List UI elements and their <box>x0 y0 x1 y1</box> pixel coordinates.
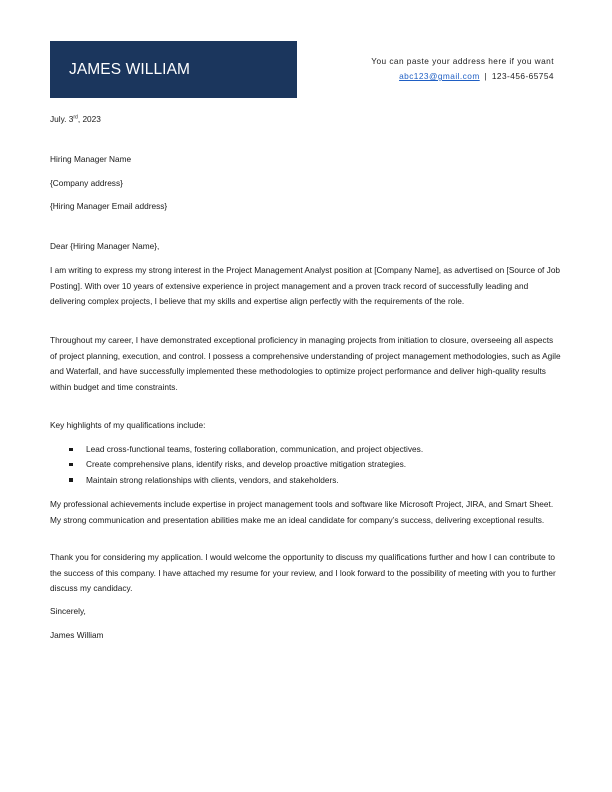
contact-line <box>371 69 554 84</box>
list-item-text: Lead cross-functional teams, fostering collaboration, communication, and project objectives. <box>86 444 424 454</box>
email-link[interactable]: abc123@gmail.com <box>399 71 480 81</box>
bullet-square-icon <box>69 463 73 467</box>
list-item-text: Create comprehensive plans, identify risks, and develop proactive mitigation strategies. <box>86 459 407 470</box>
name-banner <box>50 41 297 98</box>
paragraph-experience: Throughout my career, I have demonstrated exceptional proficiency in managing projects from initiation to closure, overseeing all aspects of project planning, execution, and control. I possess a comprehensive understanding of project management methodologies, such as Agile and Waterfall, and have successfully implemented these methodologies to optimize project performance and deliver high-quality results within budget and time constraints. <box>50 335 561 392</box>
recipient-company-address: {Company address} <box>50 178 123 188</box>
closing: Sincerely, <box>50 606 86 616</box>
separator: | <box>484 71 488 81</box>
address-line: You can paste your address here if you want <box>371 56 554 66</box>
bullet-square-icon <box>69 478 73 482</box>
list-item-text: Maintain strong relationships with clients, vendors, and stakeholders. <box>86 474 339 485</box>
date-year: , 2023 <box>77 114 101 124</box>
phone-number: 123-456-65754 <box>491 71 554 81</box>
highlights-heading: Key highlights of my qualifications include: <box>50 420 206 430</box>
date-day: July. 3 <box>50 114 74 124</box>
list-item <box>50 473 562 488</box>
letter-date <box>50 112 101 128</box>
contact-block <box>371 54 554 84</box>
recipient-email: {Hiring Manager Email address} <box>50 201 168 211</box>
highlights-list <box>50 442 562 488</box>
bullet-square-icon <box>69 448 73 452</box>
signature: James William <box>50 630 104 640</box>
paragraph-achievements: My professional achievements include expertise in project management tools and software like Microsoft Project, JIRA, and Smart Sheet. My strong communication and presentation abilities make me an ideal candidate for company’s success, delivering exceptional results. <box>50 499 554 525</box>
date-ordinal: rd <box>73 114 78 121</box>
paragraph-intro: I am writing to express my strong interest in the Project Management Analyst position at [Company Name], as advertised on [Source of Job Posting]. With over 10 years of extensive experience in project management and a proven track record of successfully leading and delivering complex projects, I believe that my skills and expertise align perfectly with the requirements of the role. <box>50 265 561 307</box>
paragraph-thanks: Thank you for considering my application. I would welcome the opportunity to discuss my qualifications further and how I can contribute to the success of this company. I have attached my resume for your review, and I look forward to the possibility of meeting with you to further discuss my candidacy. <box>50 552 556 594</box>
recipient-name: Hiring Manager Name <box>50 154 132 164</box>
list-item <box>50 457 562 472</box>
applicant-name: JAMES WILLIAM <box>69 60 191 78</box>
list-item <box>50 442 562 457</box>
salutation: Dear {Hiring Manager Name}, <box>50 241 160 251</box>
